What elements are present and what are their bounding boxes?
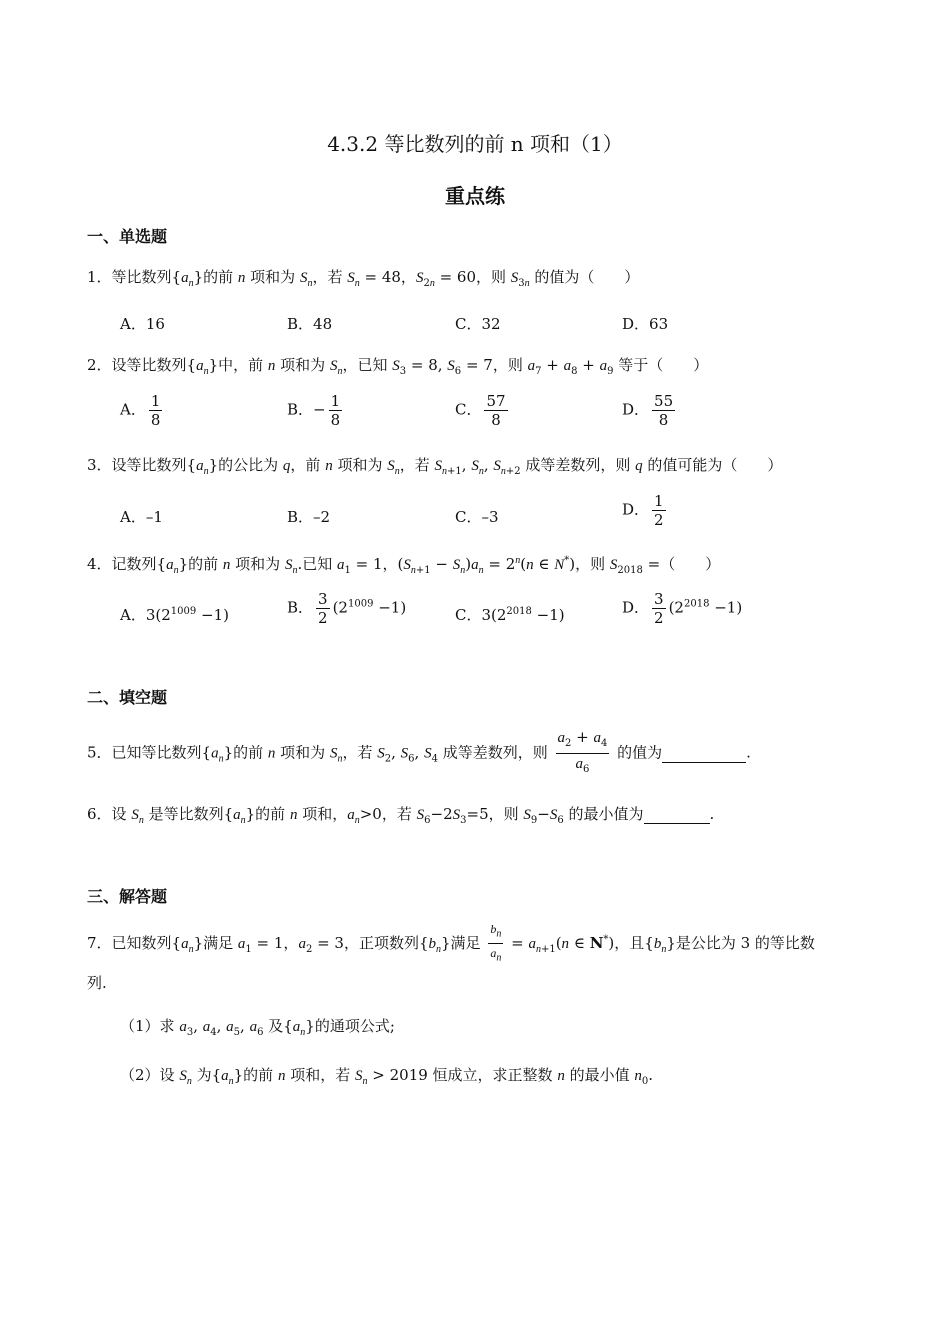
- q1-option-d[interactable]: D．63: [622, 315, 669, 333]
- q3-option-d[interactable]: D． $\frac{1}{2}$: [622, 492, 664, 529]
- q2-option-c[interactable]: C． $\frac{57}{8}$: [455, 392, 506, 429]
- question-number: 6．: [87, 805, 112, 823]
- question-number: 3．: [87, 456, 112, 474]
- question-7: 7．已知数列$\{a_n\}$满足 $a_1 = 1$，$a_2 = 3$，正项数列$\{b_n\}$满足 $\frac{b_n}{a_n}$ = $a_{n+1}(n$ ∈ N*)，且$\{b_n\}$是公比为 3 的等比数: [87, 922, 815, 964]
- q1-option-c[interactable]: C．32: [455, 315, 501, 333]
- q2-option-b[interactable]: B．− $\frac{1}{8}$: [287, 392, 341, 429]
- question-2: 2．设等比数列$\{a_n\}$中，前 n 项和为 $S_n$，已知 $S_3 = 8$, $S_6 = 7$，则 $a_7 + a_8 + a_9$ 等于（ ）: [87, 356, 709, 377]
- q3-option-a[interactable]: A．–1: [120, 508, 163, 526]
- answer-blank[interactable]: [662, 744, 746, 763]
- q2-option-d[interactable]: D． $\frac{55}{8}$: [622, 392, 674, 429]
- question-3: 3．设等比数列$\{a_n\}$的公比为 q，前 n 项和为 $S_n$，若 $S_{n+1}$, $S_n$, $S_{n+2}$ 成等差数列，则 q 的值可能为（ ）: [87, 456, 783, 477]
- q4-option-d[interactable]: D． $\frac{3}{2}$ $(2^{2018} -1)$: [622, 590, 743, 627]
- question-number: 2．: [87, 356, 112, 374]
- question-5: 5．已知等比数列$\{a_n\}$的前 n 项和为 $S_n$，若 $S_2$, $S_6$, $S_4$ 成等差数列，则 $\frac{a_2 + a_4}{a_6}$ 的值为 .: [87, 728, 751, 775]
- question-1: 1．等比数列$\{a_n\}$的前 n 项和为 $S_n$，若 $S_n = 48$，$S_{2n} = 60$，则 $S_{3n}$ 的值为（ ）: [87, 268, 640, 289]
- q2-option-a[interactable]: A． $\frac{1}{8}$: [120, 392, 161, 429]
- q4-option-c[interactable]: C．$3(2^{2018} -1)$: [455, 606, 565, 624]
- q4-option-a[interactable]: A．$3(2^{1009} -1)$: [120, 606, 229, 624]
- q3-option-c[interactable]: C．–3: [455, 508, 499, 526]
- question-7-part-1: （1）求 $a_3$, $a_4$, $a_5$, $a_6$ 及$\{a_n\}$的通项公式;: [120, 1017, 395, 1038]
- part-number: （2）: [120, 1066, 160, 1084]
- q1-option-b[interactable]: B．48: [287, 315, 333, 333]
- question-number: 4．: [87, 555, 112, 573]
- q1-option-a[interactable]: A．16: [120, 315, 165, 333]
- question-number: 5．: [87, 743, 112, 762]
- question-6: 6．设 $S_n$ 是等比数列$\{a_n\}$的前 n 项和，$a_n>0$，若 $S_6-2S_3=5$，则 $S_9-S_6$ 的最小值为 .: [87, 805, 715, 826]
- question-4: 4．记数列$\{a_n\}$的前 n 项和为 $S_n$.已知 $a_1 = 1$，$(S_{n+1} - S_n)a_n = 2^n(n$ ∈ N*)，则 $S_{2018}$ =（ ）: [87, 555, 721, 576]
- question-number: 1．: [87, 268, 112, 286]
- section-heading-fill-in: 二、填空题: [87, 688, 168, 707]
- section-heading-single-choice: 一、单选题: [87, 227, 168, 246]
- question-7-part-2: （2）设 $S_n$ 为$\{a_n\}$的前 n 项和，若 $S_n > 2019$ 恒成立，求正整数 n 的最小值 $n_0$.: [120, 1066, 654, 1087]
- question-7-continued: 列.: [87, 974, 107, 992]
- question-number: 7．: [87, 933, 112, 952]
- answer-blank[interactable]: [644, 805, 710, 824]
- page-subtitle: 重点练: [445, 184, 505, 208]
- q3-option-b[interactable]: B．–2: [287, 508, 331, 526]
- q4-option-b[interactable]: B． $\frac{3}{2}$ $(2^{1009} -1)$: [287, 590, 407, 627]
- part-number: （1）: [120, 1017, 160, 1035]
- page-title: 4.3.2 等比数列的前 n 项和（1）: [327, 132, 623, 156]
- section-heading-solution: 三、解答题: [87, 887, 168, 906]
